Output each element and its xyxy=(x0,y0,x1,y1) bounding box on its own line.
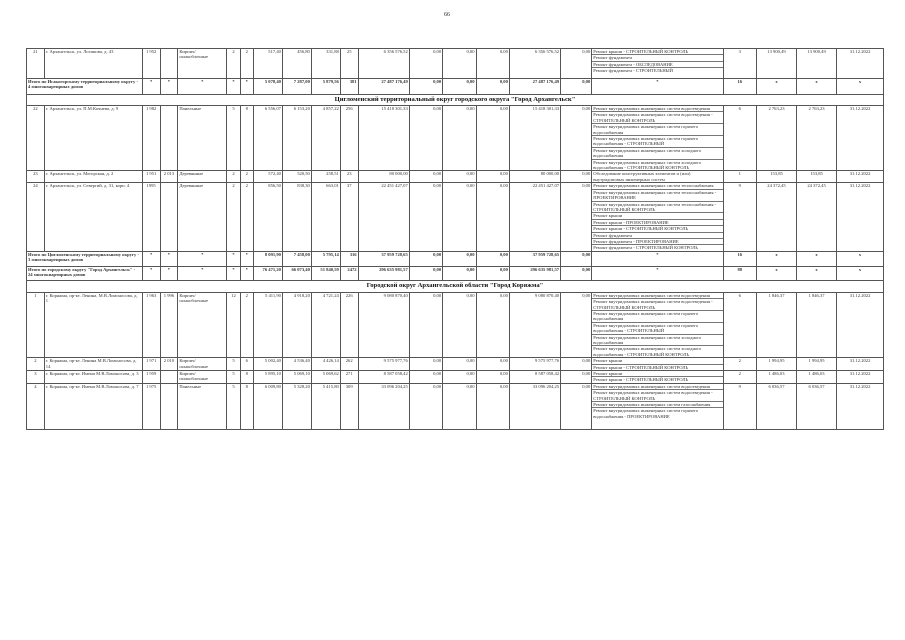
cell-c1: 0,00 xyxy=(409,106,442,171)
cell-built: 1 982 xyxy=(142,106,160,171)
subtotal-date: x xyxy=(837,79,884,95)
cell-s2: 4 918,20 xyxy=(282,292,311,357)
cell-date: 31.12.2022 xyxy=(837,383,884,429)
cell-c5: 0,00 xyxy=(561,371,592,384)
cell-address: г. Архангельск, ул. Мегорская, д. 2 xyxy=(44,171,142,183)
cell-c4: 33 096 204,25 xyxy=(509,383,560,429)
subtotal-work-count: 16 xyxy=(723,79,756,95)
work-item: Ремонт фундамента xyxy=(592,233,722,239)
cell-s2: 456,80 xyxy=(282,49,311,79)
table-row xyxy=(27,49,884,79)
work-item: Ремонт внутридомовых инженерных систем водоотведения xyxy=(592,106,722,112)
subtotal-s2: 7 287,00 xyxy=(282,79,311,95)
subtotal-c3: 0,00 xyxy=(476,266,509,280)
subtotal-c3: 0,00 xyxy=(476,79,509,95)
cell-c1: 0,00 xyxy=(409,292,442,357)
cell-price-1: 13 900,49 xyxy=(756,49,796,79)
cell-fl: 2 xyxy=(227,49,240,79)
subtotal-s1: 5 078,40 xyxy=(253,79,282,95)
cell-c5: 0,00 xyxy=(561,358,592,371)
works-list xyxy=(592,171,723,183)
subtotal-total: 27 487 176,49 xyxy=(358,79,409,95)
work-item: Ремонт фундамента - ПРОЕКТИРОВАНИЕ xyxy=(592,239,722,245)
work-item: Ремонт внутридомовых инженерных систем теплоснабжения - СТРОИТЕЛЬНЫЙ КОНТРОЛЬ xyxy=(592,202,722,214)
cell-date: 31.12.2022 xyxy=(837,49,884,79)
works-list xyxy=(592,371,723,384)
cell-c5: 0,00 xyxy=(561,49,592,79)
cell-s3: 258,51 xyxy=(311,171,340,183)
cell-total: 9 575 977,76 xyxy=(358,358,409,371)
cell-address: г. Архангельск, ул. Логинова, д. 43 xyxy=(44,49,142,79)
subtotal-s1: 8 091,90 xyxy=(253,251,282,266)
cell-date: 31.12.2022 xyxy=(837,371,884,384)
cell-c3: 0,00 xyxy=(476,183,509,251)
cell-work-count: 1 xyxy=(723,171,756,183)
work-item: Ремонт крыши - СТРОИТЕЛЬНЫЙ КОНТРОЛЬ xyxy=(592,49,722,55)
cell-price-2: 1 846,37 xyxy=(797,292,837,357)
cell-price-1: 153,85 xyxy=(756,171,796,183)
cell-s1: 517,40 xyxy=(253,49,282,79)
cell-c2: 0,00 xyxy=(443,49,476,79)
subtotal-s3: 5 795,14 xyxy=(311,251,340,266)
subtotal-x-cell: * xyxy=(227,251,240,266)
cell-price-2: 1 994,95 xyxy=(797,358,837,371)
subtotal-s1: 76 471,20 xyxy=(253,266,282,280)
cell-fl: 5 xyxy=(227,371,240,384)
work-item: Ремонт внутридомовых инженерных систем водоотведения - СТРОИТЕЛЬНЫЙ КОНТРОЛЬ xyxy=(592,112,722,124)
cell-total: 6 356 576,52 xyxy=(358,49,409,79)
cell-c1: 0,00 xyxy=(409,183,442,251)
cell-s1: 5 002,40 xyxy=(253,358,282,371)
subtotal-x-cell: * xyxy=(178,266,227,280)
work-item: Ремонт внутридомовых инженерных систем водоотведения xyxy=(592,384,722,390)
cell-date: 31.12.2022 xyxy=(837,292,884,357)
cell-people: 226 xyxy=(340,292,358,357)
cell-c4: 80 000,00 xyxy=(509,171,560,183)
cell-price-2: 153,85 xyxy=(797,171,837,183)
work-item: Обследование конструктивных элементов и (или) внутридомовых инженерных систем xyxy=(593,171,691,182)
cell-s2: 838,30 xyxy=(282,183,311,251)
section-heading-row xyxy=(27,95,884,106)
cell-c3: 0,00 xyxy=(476,171,509,183)
cell-idx: 4 xyxy=(27,383,45,429)
work-item: Ремонт внутридомовых инженерных систем горячего водоснабжения - СТРОИТЕЛЬНЫЙ xyxy=(592,323,722,335)
table-row xyxy=(27,171,884,183)
cell-idx: 3 xyxy=(27,371,45,384)
cell-c1: 0,00 xyxy=(409,371,442,384)
table-row xyxy=(27,106,884,171)
cell-date: 31.12.2022 xyxy=(837,183,884,251)
work-item: Ремонт внутридомовых инженерных систем водоотведения xyxy=(592,293,722,299)
cell-s2: 520,50 xyxy=(282,171,311,183)
cell-work-count: 3 xyxy=(723,49,756,79)
cell-price-1: 24 372,45 xyxy=(756,183,796,251)
cell-c3: 0,00 xyxy=(476,106,509,171)
work-item: Ремонт внутридомовых инженерных систем водоотведения - СТРОИТЕЛЬНЫЙ КОНТРОЛЬ xyxy=(592,390,722,402)
cell-demol: 1 996 xyxy=(160,292,178,357)
cell-total: 80 000,00 xyxy=(358,171,409,183)
cell-ent: 2 xyxy=(240,171,253,183)
cell-c5: 0,00 xyxy=(561,292,592,357)
cell-s3: 331,88 xyxy=(311,49,340,79)
cell-idx: 1 xyxy=(27,292,45,357)
cell-c4: 9 080 870,40 xyxy=(509,292,560,357)
works-list xyxy=(592,358,723,371)
works-list xyxy=(592,292,723,357)
cell-material: Кирпич/ шлакоблочные xyxy=(178,292,227,357)
subtotal-s3: 51 840,59 xyxy=(311,266,340,280)
work-item: Ремонт фундамента - ОБСЛЕДОВАНИЕ xyxy=(592,62,722,68)
work-item: Ремонт внутридомовых инженерных систем горячего водоснабжения - СТРОИТЕЛЬНЫЙ xyxy=(592,136,722,148)
work-item: Ремонт крыши xyxy=(592,371,722,377)
subtotal-x-cell: * xyxy=(178,251,227,266)
cell-total: 33 096 204,25 xyxy=(358,383,409,429)
cell-price-1: 2 763,23 xyxy=(756,106,796,171)
subtotal-row xyxy=(27,266,884,280)
cell-people: 271 xyxy=(340,371,358,384)
subtotal-x-cell: * xyxy=(227,79,240,95)
subtotal-price-2: x xyxy=(797,266,837,280)
cell-work-count: 2 xyxy=(723,358,756,371)
cell-c3: 0,00 xyxy=(476,383,509,429)
cell-people: 309 xyxy=(340,383,358,429)
cell-s2: 6 153,20 xyxy=(282,106,311,171)
cell-fl: 12 xyxy=(227,292,240,357)
subtotal-price-2: x xyxy=(797,79,837,95)
cell-date: 31.12.2022 xyxy=(837,106,884,171)
cell-c4: 8 587 058,42 xyxy=(509,371,560,384)
cell-c4: 22 451 427,07 xyxy=(509,183,560,251)
subtotal-c5: 0,00 xyxy=(561,251,592,266)
work-item: Ремонт фундамента - СТРОИТЕЛЬНЫЙ xyxy=(593,68,673,74)
subtotal-price-1: x xyxy=(756,251,796,266)
cell-c2: 0,00 xyxy=(443,106,476,171)
subtotal-c2: 0,00 xyxy=(443,79,476,95)
subtotal-c1: 0,00 xyxy=(409,251,442,266)
cell-built: 1 952 xyxy=(142,49,160,79)
cell-s1: 6 556,07 xyxy=(253,106,282,171)
work-item: Ремонт крыши - ПРОЕКТИРОВАНИЕ xyxy=(592,220,722,226)
cell-demol xyxy=(160,383,178,429)
cell-demol: 2 010 xyxy=(160,358,178,371)
subtotal-work-count: 16 xyxy=(723,251,756,266)
subtotal-c5: 0,00 xyxy=(561,266,592,280)
work-item: Ремонт крыши - СТРОИТЕЛЬНЫЙ КОНТРОЛЬ xyxy=(593,377,689,383)
cell-price-2: 24 372,45 xyxy=(797,183,837,251)
cell-built: 1995 xyxy=(142,183,160,251)
cell-material: Панельные xyxy=(178,106,227,171)
subtotal-work-count: 88 xyxy=(723,266,756,280)
cell-ent: 8 xyxy=(240,371,253,384)
cell-idx: 21 xyxy=(27,49,45,79)
cell-material: Кирпич/ шлакоблочные xyxy=(178,49,227,79)
cell-built: 1 975 xyxy=(142,383,160,429)
cell-material: Кирпич/ шлакоблочные xyxy=(178,358,227,371)
cell-c2: 0,00 xyxy=(443,183,476,251)
page-number: 66 xyxy=(444,12,450,18)
cell-idx: 23 xyxy=(27,171,45,183)
cell-c3: 0,00 xyxy=(476,358,509,371)
cell-idx: 22 xyxy=(27,106,45,171)
cell-demol xyxy=(160,106,178,171)
cell-s3: 4 721,24 xyxy=(311,292,340,357)
cell-total: 15 418 301,33 xyxy=(358,106,409,171)
cell-idx: 24 xyxy=(27,183,45,251)
cell-address: г. Архангельск, ул. П.М.Кочнева, д. 9 xyxy=(44,106,142,171)
work-item: Ремонт крыши - СТРОИТЕЛЬНЫЙ КОНТРОЛЬ xyxy=(592,226,722,232)
table-row xyxy=(27,358,884,371)
subtotal-c4: 27 487 176,49 xyxy=(509,79,560,95)
cell-price-1: 6 036,57 xyxy=(756,383,796,429)
table-row xyxy=(27,183,884,251)
cell-total: 8 587 058,42 xyxy=(358,371,409,384)
subtotal-x-cell: * xyxy=(240,251,253,266)
section-heading: Цигломенский территориальный округ городского округа "Город Архангельск" xyxy=(27,95,884,106)
cell-c2: 0,00 xyxy=(443,292,476,357)
work-item: Ремонт внутридомовых инженерных систем холодного водоснабжения - СТРОИТЕЛЬНЫЙ КОНТРОЛЬ xyxy=(593,159,702,171)
cell-c2: 0,00 xyxy=(443,371,476,384)
cell-price-2: 13 900,49 xyxy=(797,49,837,79)
cell-total: 9 080 870,40 xyxy=(358,292,409,357)
cell-work-count: 2 xyxy=(723,371,756,384)
cell-demol xyxy=(160,183,178,251)
cell-fl: 2 xyxy=(227,183,240,251)
subtotal-c5: 0,00 xyxy=(561,79,592,95)
cell-s3: 663,01 xyxy=(311,183,340,251)
cell-c3: 0,00 xyxy=(476,292,509,357)
cell-material: Панельные xyxy=(178,383,227,429)
cell-people: 37 xyxy=(340,183,358,251)
subtotal-x-cell: * xyxy=(142,266,160,280)
subtotal-x-cell: * xyxy=(178,79,227,95)
cell-c2: 0,00 xyxy=(443,171,476,183)
cell-s2: 4 536,40 xyxy=(282,358,311,371)
cell-demol xyxy=(160,49,178,79)
subtotal-c1: 0,00 xyxy=(409,79,442,95)
work-item: Ремонт фундамента - СТРОИТЕЛЬНЫЙ КОНТРОЛЬ xyxy=(593,245,698,251)
subtotal-price-1: x xyxy=(756,79,796,95)
cell-people: 262 xyxy=(340,358,358,371)
work-item: Ремонт внутридомовых инженерных систем горячего водоснабжения xyxy=(592,124,722,136)
cell-price-1: 1 486,03 xyxy=(756,371,796,384)
subtotal-label: Итого по Исакогорскому территориальному округу - 4 многоквартирных домов xyxy=(27,79,143,95)
subtotal-x-cell: * xyxy=(160,266,178,280)
works-list xyxy=(592,383,723,429)
cell-price-2: 1 486,03 xyxy=(797,371,837,384)
cell-work-count: 6 xyxy=(723,106,756,171)
subtotal-c4: 37 959 728,65 xyxy=(509,251,560,266)
work-item: Ремонт внутридомовых инженерных систем холодного водоснабжения - СТРОИТЕЛЬНЫЙ КОНТРОЛЬ xyxy=(593,346,702,357)
subtotal-c2: 0,00 xyxy=(443,251,476,266)
subtotal-c4: 296 635 981,57 xyxy=(509,266,560,280)
cell-work-count: 6 xyxy=(723,292,756,357)
cell-ent: 8 xyxy=(240,383,253,429)
work-item: Ремонт внутридомовых инженерных систем теплоснабжения - ПРОЕКТИРОВАНИЕ xyxy=(592,190,722,202)
subtotal-s3: 5 879,56 xyxy=(311,79,340,95)
subtotal-c2: 0,00 xyxy=(443,266,476,280)
cell-ent: 8 xyxy=(240,106,253,171)
cell-c1: 0,00 xyxy=(409,171,442,183)
cell-built: 1 971 xyxy=(142,358,160,371)
program-register-table xyxy=(26,48,884,430)
subtotal-price-1: x xyxy=(756,266,796,280)
cell-work-count: 9 xyxy=(723,183,756,251)
cell-built: 1 959 xyxy=(142,371,160,384)
cell-s1: 5 895,10 xyxy=(253,371,282,384)
cell-s2: 5 328,20 xyxy=(282,383,311,429)
cell-people: 23 xyxy=(340,171,358,183)
subtotal-x-cell: * xyxy=(592,266,723,280)
cell-ent: 2 xyxy=(240,183,253,251)
subtotal-x-cell: * xyxy=(160,79,178,95)
cell-s1: 5 411,90 xyxy=(253,292,282,357)
work-item: Ремонт внутридомовых инженерных систем водоотведения - СТРОИТЕЛЬНЫЙ КОНТРОЛЬ xyxy=(592,299,722,311)
subtotal-total: 296 635 981,57 xyxy=(358,266,409,280)
cell-c3: 0,00 xyxy=(476,371,509,384)
cell-date: 31.12.2022 xyxy=(837,358,884,371)
cell-material: Деревянные xyxy=(178,171,227,183)
cell-fl: 2 xyxy=(227,171,240,183)
cell-price-1: 1 846,37 xyxy=(756,292,796,357)
subtotal-c3: 0,00 xyxy=(476,251,509,266)
subtotal-date: x xyxy=(837,266,884,280)
cell-fl: 5 xyxy=(227,383,240,429)
table-row xyxy=(27,292,884,357)
work-item: Ремонт крыши - СТРОИТЕЛЬНЫЙ КОНТРОЛЬ xyxy=(593,364,689,370)
cell-c4: 6 356 576,52 xyxy=(509,49,560,79)
subtotal-price-2: x xyxy=(797,251,837,266)
subtotal-x-cell: * xyxy=(160,251,178,266)
cell-c5: 0,00 xyxy=(561,171,592,183)
cell-price-1: 1 994,95 xyxy=(756,358,796,371)
work-item: Ремонт внутридомовых инженерных систем горячего водоснабжения xyxy=(592,311,722,323)
subtotal-label: Итого по Цигломенскому территориальному округу - 3 многоквартирных домов xyxy=(27,251,143,266)
subtotal-x-cell: * xyxy=(142,251,160,266)
subtotal-s2: 66 073,40 xyxy=(282,266,311,280)
cell-s3: 4 857,22 xyxy=(311,106,340,171)
subtotal-people: 316 xyxy=(340,251,358,266)
work-item: Ремонт внутридомовых инженерных систем холодного водоснабжения xyxy=(592,335,722,347)
cell-c3: 0,00 xyxy=(476,49,509,79)
subtotal-people: 381 xyxy=(340,79,358,95)
works-list xyxy=(592,106,723,171)
cell-c1: 0,00 xyxy=(409,383,442,429)
table-row xyxy=(27,371,884,384)
cell-address: г. Коряжма, пр-кт. Имени М.В.Ломоносова, д. 7 xyxy=(44,383,142,429)
subtotal-row xyxy=(27,79,884,95)
section-heading: Городской округ Архангельской области "Город Коряжма" xyxy=(27,280,884,292)
cell-s3: 4 426,14 xyxy=(311,358,340,371)
works-list xyxy=(592,183,723,251)
cell-material: Деревянные xyxy=(178,183,227,251)
work-item: Ремонт фундамента xyxy=(592,55,722,61)
table-row xyxy=(27,383,884,429)
subtotal-people: 2472 xyxy=(340,266,358,280)
work-item: Ремонт внутридомовых инженерных систем теплоснабжения xyxy=(592,183,722,189)
cell-material: Кирпич/ шлакоблочные xyxy=(178,371,227,384)
cell-c5: 0,00 xyxy=(561,383,592,429)
work-item: Ремонт крыши xyxy=(592,213,722,219)
subtotal-total: 37 959 728,65 xyxy=(358,251,409,266)
cell-people: 256 xyxy=(340,106,358,171)
cell-c1: 0,00 xyxy=(409,358,442,371)
subtotal-x-cell: * xyxy=(592,79,723,95)
cell-demol xyxy=(160,371,178,384)
cell-fl: 5 xyxy=(227,358,240,371)
work-item: Ремонт крыши xyxy=(592,358,722,364)
cell-ent: 2 xyxy=(240,292,253,357)
work-item: Ремонт внутридомовых инженерных систем холодного водоснабжения xyxy=(592,148,722,160)
cell-ent: 2 xyxy=(240,49,253,79)
cell-address: г. Коряжма, пр-кт. Ленина, М.В.Ломоносова, д. 1 xyxy=(44,292,142,357)
work-item: Ремонт внутридомовых инженерных систем горячего водоснабжения - ПРОЕКТИРОВАНИЕ xyxy=(593,408,699,419)
cell-s1: 572,40 xyxy=(253,171,282,183)
subtotal-label: Итого по городскому округу "Город Архангельск" - 24 многоквартирных домов xyxy=(27,266,143,280)
cell-c4: 15 418 301,33 xyxy=(509,106,560,171)
cell-people: 25 xyxy=(340,49,358,79)
cell-c2: 0,00 xyxy=(443,358,476,371)
works-list xyxy=(592,49,723,79)
cell-s3: 5 069,62 xyxy=(311,371,340,384)
cell-s1: 856,50 xyxy=(253,183,282,251)
subtotal-x-cell: * xyxy=(142,79,160,95)
cell-s2: 5 069,10 xyxy=(282,371,311,384)
cell-address: г. Архангельск, ул. Севергий, д. 31, корп. 4 xyxy=(44,183,142,251)
subtotal-x-cell: * xyxy=(592,251,723,266)
cell-s3: 5 415,80 xyxy=(311,383,340,429)
subtotal-row xyxy=(27,251,884,266)
cell-s1: 6 009,80 xyxy=(253,383,282,429)
subtotal-x-cell: * xyxy=(227,266,240,280)
cell-address: г. Коряжма, пр-кт. Ленина М.В.Ломоносова, д. 14 xyxy=(44,358,142,371)
subtotal-x-cell: * xyxy=(240,79,253,95)
subtotal-c1: 0,00 xyxy=(409,266,442,280)
cell-address: г. Коряжма, пр-кт. Имени М.В.Ломоносова, д. 3 xyxy=(44,371,142,384)
cell-ent: 6 xyxy=(240,358,253,371)
cell-idx: 2 xyxy=(27,358,45,371)
work-item: Ремонт внутридомовых инженерных систем газоснабжения xyxy=(592,402,722,408)
cell-price-2: 2 763,23 xyxy=(797,106,837,171)
cell-c5: 0,00 xyxy=(561,106,592,171)
cell-date: 31.12.2022 xyxy=(837,171,884,183)
section-heading-row xyxy=(27,280,884,292)
cell-built: 1 951 xyxy=(142,171,160,183)
cell-c5: 0,00 xyxy=(561,183,592,251)
cell-c1: 0,00 xyxy=(409,49,442,79)
cell-c2: 0,00 xyxy=(443,383,476,429)
cell-fl: 5 xyxy=(227,106,240,171)
cell-total: 22 451 427,07 xyxy=(358,183,409,251)
cell-built: 1 963 xyxy=(142,292,160,357)
cell-work-count: 9 xyxy=(723,383,756,429)
cell-price-2: 6 036,57 xyxy=(797,383,837,429)
cell-demol: 2 013 xyxy=(160,171,178,183)
subtotal-x-cell: * xyxy=(240,266,253,280)
subtotal-date: x xyxy=(837,251,884,266)
cell-c4: 9 575 977,76 xyxy=(509,358,560,371)
subtotal-s2: 7 458,00 xyxy=(282,251,311,266)
